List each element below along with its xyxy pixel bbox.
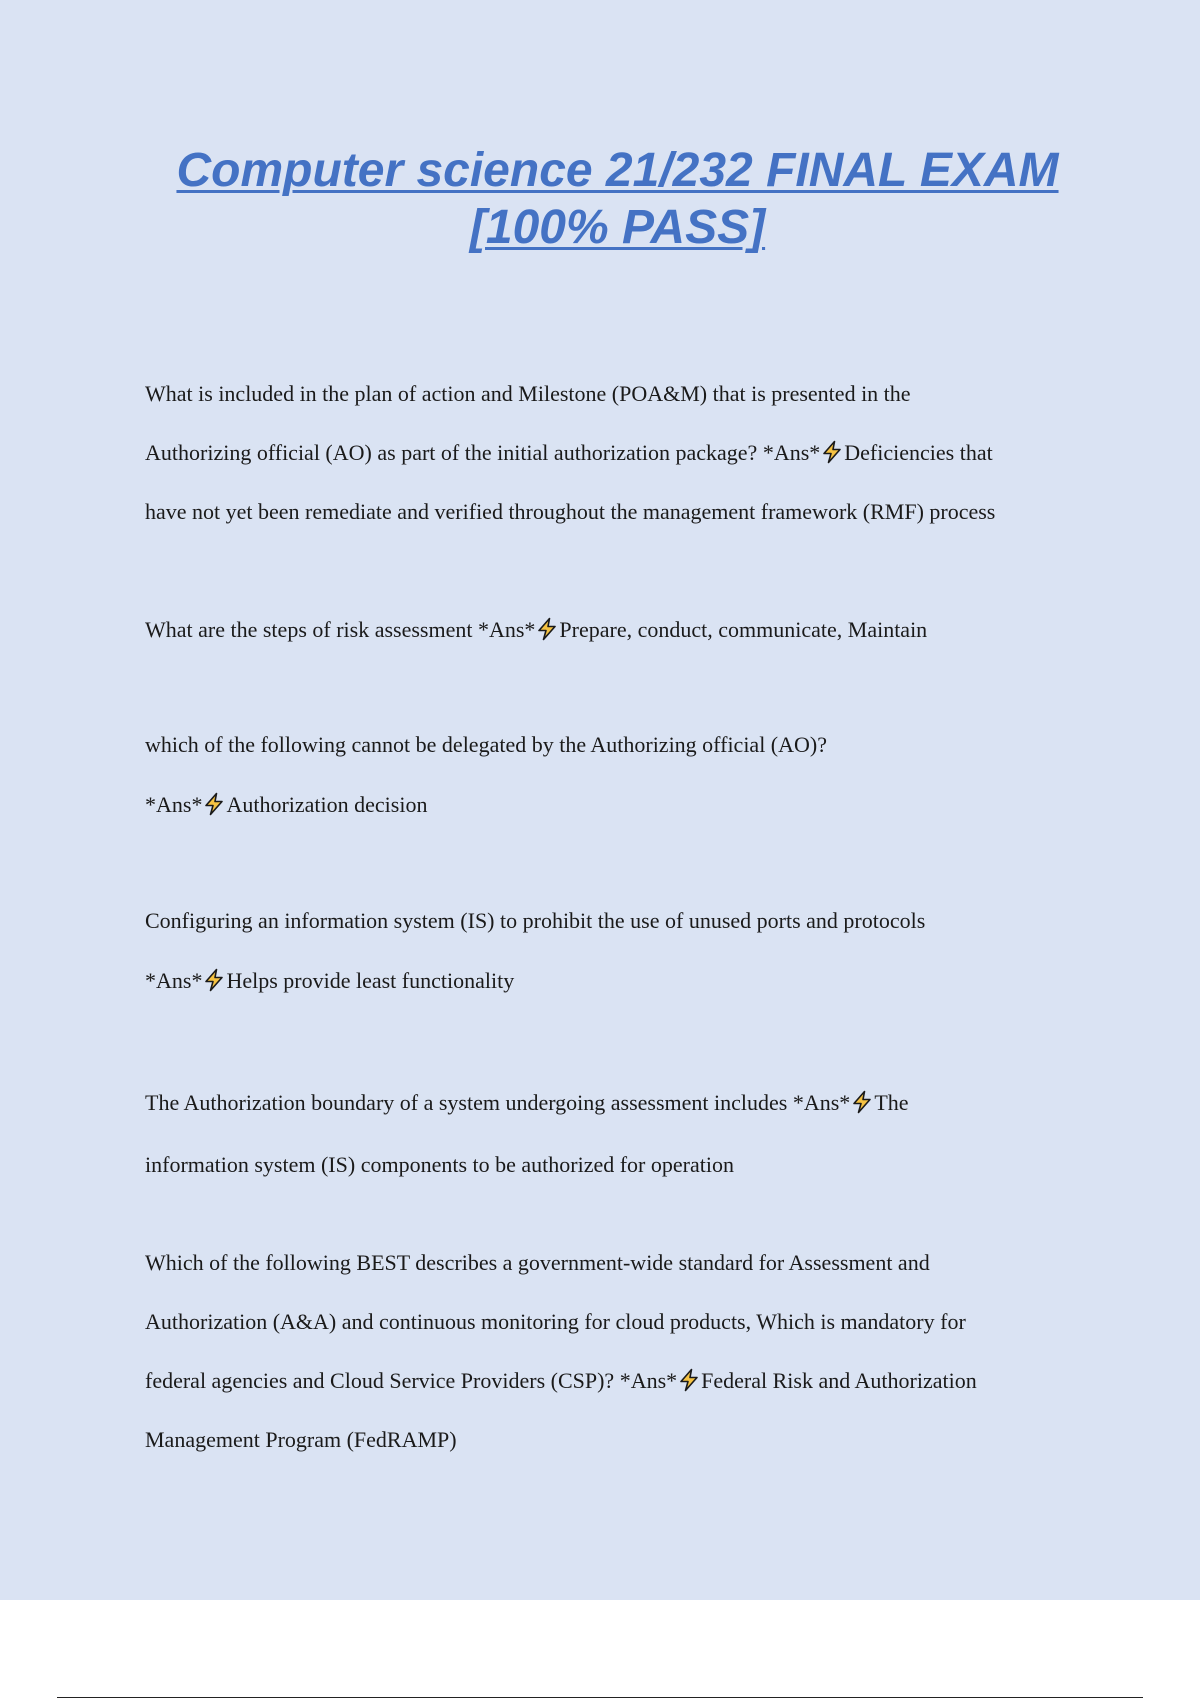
question-answer-item bbox=[145, 1072, 1090, 1196]
lightning-bolt-icon bbox=[851, 1090, 873, 1114]
footer-divider bbox=[57, 1697, 1143, 1698]
item-line: Which of the following BEST describes a government-wide standard for Assessment and bbox=[145, 1250, 930, 1275]
item-line: *Ans* Authorization decision bbox=[145, 792, 428, 817]
item-line: have not yet been remediate and verified throughout the management framework (RMF) process bbox=[145, 499, 996, 524]
lightning-bolt-icon bbox=[678, 1368, 700, 1392]
lightning-bolt-icon bbox=[203, 792, 225, 816]
lightning-bolt-icon bbox=[536, 617, 558, 641]
item-line: Configuring an information system (IS) to prohibit the use of unused ports and protocols bbox=[145, 908, 926, 933]
item-line: Management Program (FedRAMP) bbox=[145, 1427, 457, 1452]
item-line: *Ans* Helps provide least functionality bbox=[145, 968, 515, 993]
question-answer-item bbox=[145, 1233, 1090, 1469]
lightning-bolt-icon bbox=[821, 440, 843, 464]
item-line: information system (IS) components to be authorized for operation bbox=[145, 1152, 734, 1177]
item-line: What are the steps of risk assessment *Ans* Prepare, conduct, communicate, Maintain bbox=[145, 617, 928, 642]
document-title bbox=[100, 142, 1135, 256]
question-answer-item bbox=[145, 600, 1090, 659]
title-line-2: [100% PASS] bbox=[469, 201, 766, 254]
item-line: The Authorization boundary of a system undergoing assessment includes *Ans* The bbox=[145, 1090, 909, 1115]
question-answer-item bbox=[145, 891, 1090, 1011]
item-line: Authorizing official (AO) as part of the initial authorization package? *Ans* Deficiencies that bbox=[145, 440, 993, 465]
item-line: What is included in the plan of action and Milestone (POA&M) that is presented in the bbox=[145, 381, 911, 406]
item-line: federal agencies and Cloud Service Providers (CSP)? *Ans* Federal Risk and Authorization bbox=[145, 1368, 977, 1393]
item-line: which of the following cannot be delegated by the Authorizing official (AO)? bbox=[145, 732, 827, 757]
item-line: Authorization (A&A) and continuous monitoring for cloud products, Which is mandatory for bbox=[145, 1309, 966, 1334]
lightning-bolt-icon bbox=[203, 968, 225, 992]
title-line-1: Computer science 21/232 FINAL EXAM bbox=[176, 144, 1059, 197]
question-answer-item bbox=[145, 364, 1090, 541]
question-answer-item bbox=[145, 715, 1090, 835]
